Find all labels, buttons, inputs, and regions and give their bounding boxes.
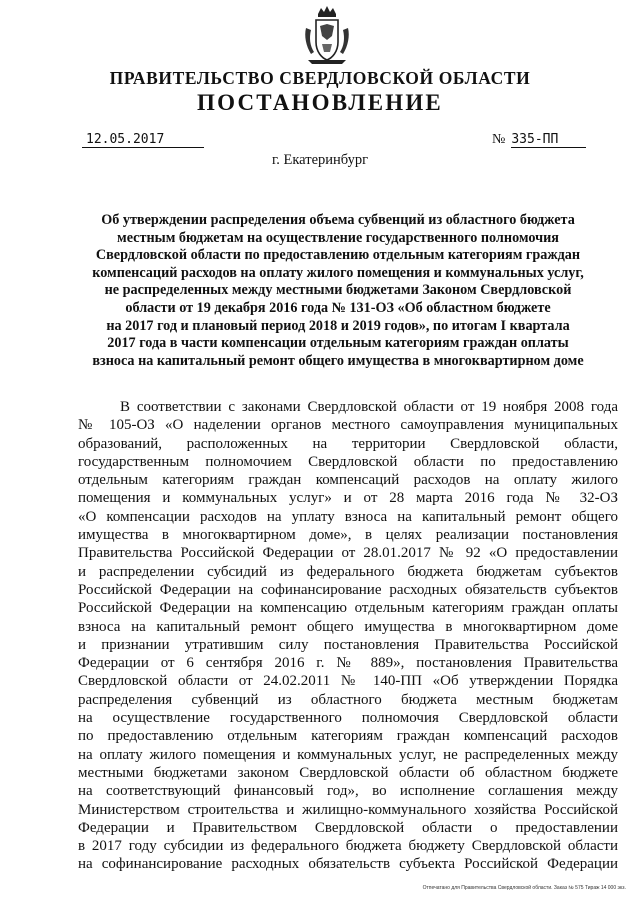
body-line: по предоставлению отдельным категориям граждан компенсаций расходов <box>78 728 618 745</box>
document-number <box>492 132 586 148</box>
title-line: на 2017 год и плановый период 2018 и 2019 годов», по итогам I квартала <box>106 317 570 334</box>
number-label: № <box>492 132 506 147</box>
body-line: на софинансирование расходных обязательств субъекта Российской Федерации <box>78 856 618 873</box>
document-body <box>78 398 618 874</box>
body-line: распределения субвенций из областного бюджета местным бюджетам <box>78 691 618 708</box>
body-line: Свердловской области от 24.02.2011 № 140-ПП «Об утверждении Порядка <box>78 673 618 690</box>
organization-name: ПРАВИТЕЛЬСТВО СВЕРДЛОВСКОЙ ОБЛАСТИ <box>109 68 531 88</box>
document-title <box>70 212 606 370</box>
body-line: Федерации от 6 сентября 2016 г. № 889», постановления Правительства <box>78 655 618 672</box>
body-line: № 105-ОЗ «О наделении органов местного самоуправления муниципальных <box>78 417 618 434</box>
title-line: местным бюджетам на осуществление государственного полномочия <box>117 229 559 246</box>
title-line: области от 19 декабря 2016 года № 131-ОЗ «Об областном бюджете <box>125 299 551 316</box>
body-line: местными бюджетами законом Свердловской области об областном бюджете <box>78 764 618 781</box>
document-city: г. Екатеринбург <box>271 152 369 168</box>
document-type: ПОСТАНОВЛЕНИЕ <box>197 90 443 115</box>
body-line: на осуществление государственного полномочия Свердловской области <box>78 710 618 727</box>
coat-of-arms-icon <box>302 6 352 66</box>
number-value: 335-ПП <box>511 132 586 148</box>
body-line: на оплату жилого помещения и коммунальных услуг, не распределенных между <box>78 746 618 763</box>
body-line: на соответствующий финансовый год», во исполнение соглашения между <box>78 783 618 800</box>
body-line: государственным полномочием Свердловской области по предоставлению <box>78 453 618 470</box>
body-line: в 2017 году субсидии из федерального бюджета бюджету Свердловской области <box>78 838 618 855</box>
title-line: 2017 года в части компенсации отдельным категориям граждан оплаты <box>107 335 569 352</box>
print-note: Отпечатано для Правительства Свердловской области. Заказ № 575 Тираж 14 000 экз. <box>422 885 626 891</box>
body-line: Российской Федерации на компенсацию отдельным категориям граждан оплаты <box>78 600 618 617</box>
title-line: Об утверждении распределения объема субвенций из областного бюджета <box>101 212 575 228</box>
body-line: помещения и коммунальных услуг» и от 28 марта 2016 года № 32-ОЗ <box>78 490 618 507</box>
body-line: и распределении субсидий из федерального бюджета бюджетам субъектов <box>78 563 618 580</box>
body-line: Российской Федерации на софинансирование расходных обязательств субъектов <box>78 581 618 598</box>
body-line: Федерации и Правительством Свердловской области о предоставлении <box>78 819 618 836</box>
title-line: не распределенных между местными бюджетами Законом Свердловской <box>104 282 572 299</box>
body-line: Министерством строительства и жилищно-коммунального хозяйства Российской <box>78 801 618 818</box>
title-line: компенсаций расходов на оплату жилого помещения и коммунальных услуг, <box>92 264 584 281</box>
body-line: образований, расположенных на территории Свердловской области, <box>78 435 618 452</box>
body-line: имущества в многоквартирном доме», в целях реализации постановления <box>78 527 618 544</box>
body-line: отдельным категориям граждан компенсаций расходов на оплату жилого <box>78 472 618 489</box>
document-date: 12.05.2017 <box>82 132 204 148</box>
body-line: В соответствии с законами Свердловской области от 19 ноября 2008 года <box>120 399 618 415</box>
body-line: и признании утратившим силу постановления Правительства Российской <box>78 636 618 653</box>
body-line: «О компенсации расходов на уплату взноса на капитальный ремонт общего <box>78 508 618 525</box>
body-line: Правительства Российской Федерации от 28.01.2017 № 92 «О предоставлении <box>78 545 618 562</box>
body-line: взноса на капитальный ремонт общего имущества в многоквартирном доме <box>78 618 618 635</box>
title-line: взноса на капитальный ремонт общего имущества в многоквартирном доме <box>92 352 584 369</box>
title-line: Свердловской области по предоставлению отдельным категориям граждан <box>95 247 581 264</box>
